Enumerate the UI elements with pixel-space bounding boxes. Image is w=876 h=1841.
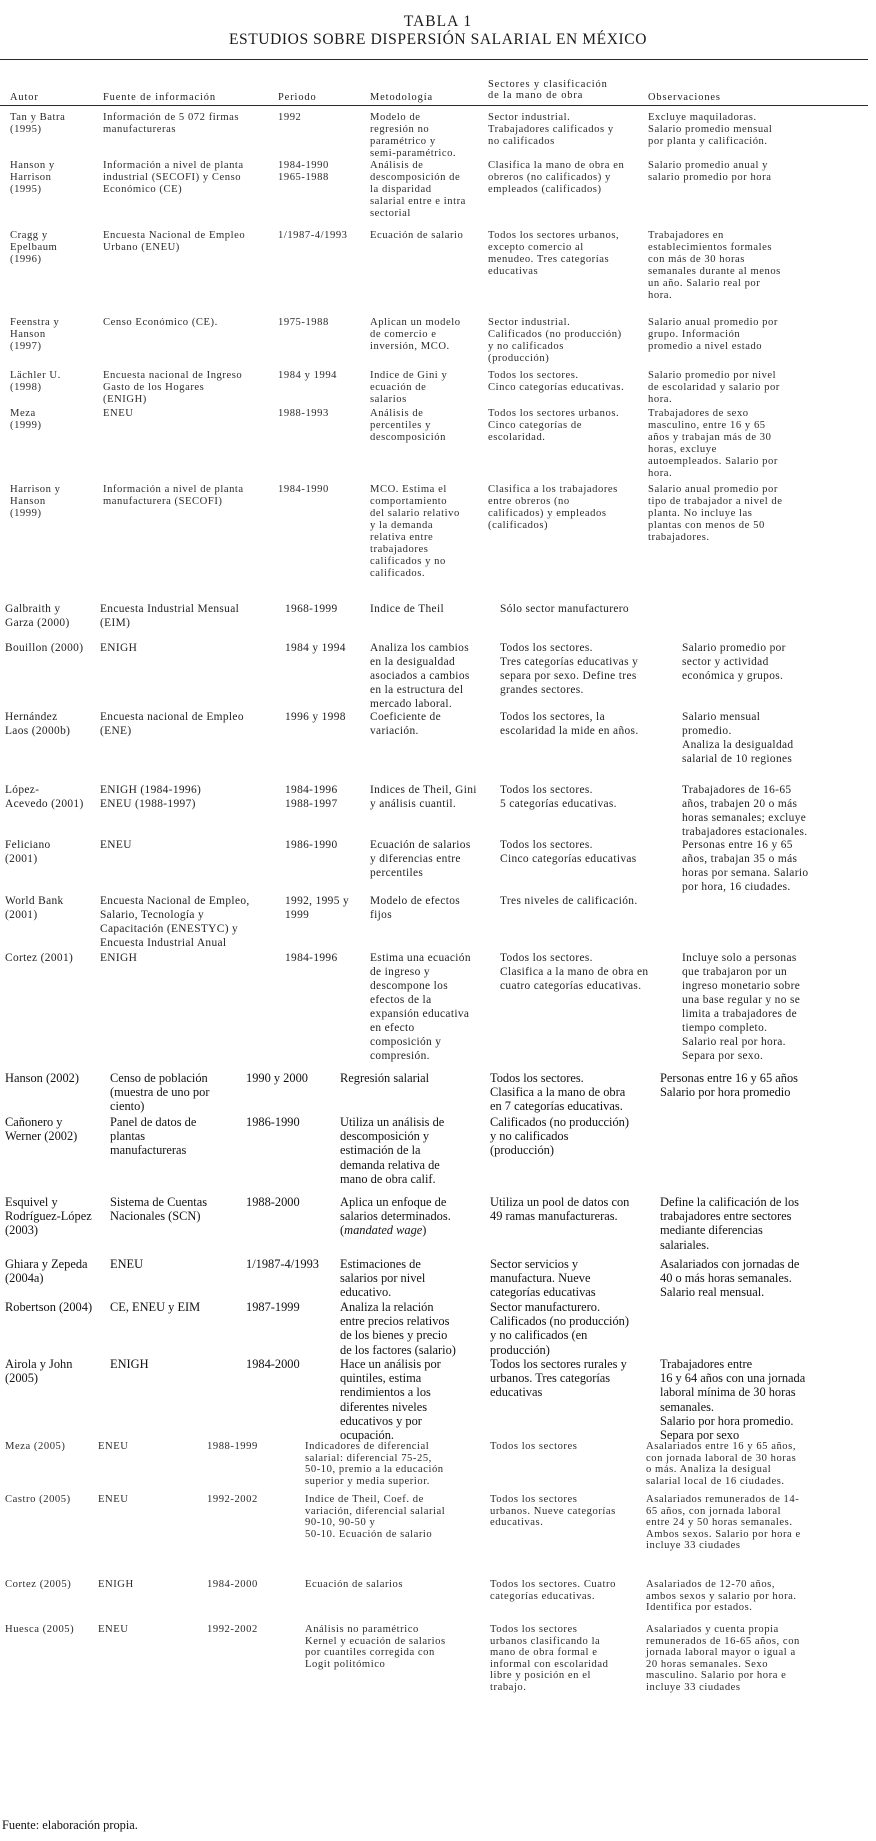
cell-observaciones: Asalariados de 12-70 años, ambos sexos y salario por hora. Identifica por estados.: [646, 1579, 797, 1614]
cell-periodo: 1984-1996: [285, 952, 338, 964]
cell-fuente: ENIGH: [100, 952, 138, 964]
cell-periodo: 1996 y 1998: [285, 711, 346, 723]
cell-fuente: Encuesta nacional de Ingreso Gasto de los Hogares (ENIGH): [103, 370, 243, 405]
cell-observaciones: Incluye solo a personas que trabajaron por un ingreso monetario sobre una base regular y no se limita a trabajadores de tiempo completo. Salario real por hora. Separa por sexo.: [682, 952, 801, 1062]
cell-autor: Feenstra y Hanson (1997): [10, 317, 60, 352]
cell-observaciones: Salario mensual promedio. Analiza la desigualdad salarial de 10 regiones: [682, 711, 794, 765]
cell-autor: Bouillon (2000): [5, 642, 84, 654]
cell-periodo: 1987-1999: [246, 1300, 300, 1314]
cell-periodo: 1984 y 1994: [285, 642, 346, 654]
cell-autor: Galbraith y Garza (2000): [5, 603, 70, 629]
cell-metodologia: Indice de Gini y ecuación de salarios: [370, 370, 448, 405]
cell-observaciones: Salario promedio por sector y actividad económica y grupos.: [682, 642, 786, 682]
cell-metodologia: Análisis no paramétrico Kernel y ecuación de salarios por cuantiles corregida con Logit politómico: [305, 1624, 446, 1670]
cell-autor: Cortez (2001): [5, 952, 74, 964]
cell-sectores: Utiliza un pool de datos con 49 ramas manufactureras.: [490, 1195, 630, 1224]
cell-autor: Cañonero y Werner (2002): [5, 1115, 78, 1144]
cell-observaciones: Asalariados remunerados de 14- 65 años, con jornada laboral entre 24 y 50 horas semanales. Ambos sexos. Salario por hora e incluye 33 ciudades: [646, 1494, 801, 1552]
cell-sectores: Todos los sectores. 5 categorías educativas.: [500, 784, 617, 810]
cell-autor: López- Acevedo (2001): [5, 784, 84, 810]
cell-sectores: Tres niveles de calificación.: [500, 895, 638, 907]
cell-metodologia: Indices de Theil, Gini y análisis cuantil.: [370, 784, 477, 810]
cell-metodologia: Analiza la relación entre precios relativos de los bienes y precio de los factores (salario): [340, 1300, 456, 1357]
cell-metodologia: Hace un análisis por quintiles, estima rendimientos a los diferentes niveles educativos y por ocupación.: [340, 1357, 441, 1443]
cell-metodologia: Ecuación de salarios: [305, 1579, 404, 1590]
cell-autor: Feliciano (2001): [5, 839, 51, 865]
cell-metodologia: Regresión salarial: [340, 1071, 430, 1085]
cell-observaciones: Asalariados entre 16 y 65 años, con jornada laboral de 30 horas o más. Analiza la desigual salarial local de 16 ciudades.: [646, 1441, 797, 1487]
cell-fuente: ENEU: [98, 1624, 129, 1635]
cell-sectores: Todos los sectores. Cinco categorías educativas: [500, 839, 637, 865]
cell-autor: Cragg y Epelbaum (1996): [10, 230, 58, 265]
cell-fuente: Encuesta Industrial Mensual (EIM): [100, 603, 240, 629]
table-heading: [0, 13, 876, 49]
cell-fuente: ENEU: [98, 1494, 129, 1505]
cell-metodologia: Aplican un modelo de comercio e inversión, MCO.: [370, 317, 461, 352]
cell-metodologia: Modelo de regresión no paramétrico y semi-paramétrico.: [370, 112, 457, 159]
source-note: Fuente: elaboración propia.: [2, 1818, 138, 1832]
cell-sectores: Sólo sector manufacturero: [500, 603, 629, 615]
cell-sectores: Todos los sectores: [490, 1441, 578, 1452]
cell-observaciones: Salario promedio por nivel de escolaridad y salario por hora.: [648, 370, 780, 405]
cell-observaciones: Asalariados y cuenta propia remunerados de 16-65 años, con jornada laboral mayor o igual a 20 horas semanales. Sexo masculino. Salario por hora e incluye 33 ciudades: [646, 1624, 800, 1693]
cell-metodologia: Indicadores de diferencial salarial: diferencial 75-25, 50-10, premio a la educación superior y media superior.: [305, 1441, 444, 1487]
cell-fuente: ENIGH: [110, 1357, 149, 1371]
cell-periodo: 1984 y 1994: [278, 370, 338, 381]
cell-sectores: Todos los sectores. Clasifica a la mano de obra en 7 categorías educativas.: [490, 1071, 626, 1114]
header-fuente: Fuente de información: [103, 92, 216, 103]
header-sectores: Sectores y clasificación de la mano de obra: [488, 79, 608, 101]
cell-sectores: Calificados (no producción) y no calificados (producción): [490, 1115, 630, 1158]
cell-sectores: Clasifica la mano de obra en obreros (no calificados) y empleados (calificados): [488, 160, 625, 195]
cell-observaciones: Define la calificación de los trabajadores entre sectores mediante diferencias salariales.: [660, 1195, 799, 1252]
cell-periodo: 1992, 1995 y 1999: [285, 895, 350, 921]
cell-fuente: ENIGH (1984-1996) ENEU (1988-1997): [100, 784, 202, 810]
cell-sectores: Clasifica a los trabajadores entre obreros (no calificados) y empleados (calificados): [488, 484, 618, 531]
cell-fuente: ENEU: [98, 1441, 129, 1452]
cell-sectores: Sector industrial. Trabajadores calificados y no calificados: [488, 112, 614, 147]
cell-autor: Huesca (2005): [5, 1624, 75, 1635]
header-autor: Autor: [10, 92, 39, 103]
cell-autor: Hanson (2002): [5, 1071, 79, 1085]
header-metodologia: Metodología: [370, 92, 433, 103]
cell-metodologia: Coeficiente de variación.: [370, 711, 441, 737]
cell-autor: Meza (1999): [10, 408, 42, 431]
cell-periodo: 1992-2002: [207, 1624, 258, 1635]
cell-periodo: 1975-1988: [278, 317, 329, 328]
cell-autor: Cortez (2005): [5, 1579, 72, 1590]
cell-autor: Meza (2005): [5, 1441, 66, 1452]
cell-periodo: 1/1987-4/1993: [278, 230, 348, 241]
cell-periodo: 1990 y 2000: [246, 1071, 308, 1085]
cell-sectores: Todos los sectores. Tres categorías educativas y separa por sexo. Define tres grandes sectores.: [500, 642, 639, 696]
cell-autor: Robertson (2004): [5, 1300, 93, 1314]
cell-metodologia: Análisis de descomposición de la disparidad salarial entre e intra sectorial: [370, 160, 466, 219]
cell-fuente: Información de 5 072 firmas manufactureras: [103, 112, 240, 135]
cell-autor: World Bank (2001): [5, 895, 64, 921]
cell-sectores: Todos los sectores urbanos. Cinco categorías de escolaridad.: [488, 408, 620, 443]
cell-sectores: Sector servicios y manufactura. Nueve categorías educativas: [490, 1257, 596, 1300]
cell-metodologia: Estima una ecuación de ingreso y descompone los efectos de la expansión educativa en efecto composición y compresión.: [370, 952, 471, 1062]
table-title: ESTUDIOS SOBRE DISPERSIÓN SALARIAL EN MÉXICO: [228, 31, 648, 48]
header-periodo: Periodo: [278, 92, 317, 103]
cell-sectores: Todos los sectores. Clasifica a la mano de obra en cuatro categorías educativas.: [500, 952, 649, 992]
cell-fuente: ENEU: [100, 839, 132, 851]
cell-metodologia: Modelo de efectos fijos: [370, 895, 461, 921]
cell-sectores: Todos los sectores urbanos clasificando la mano de obra formal e informal con escolaridad libre y posición en el trabajo.: [490, 1624, 609, 1693]
cell-observaciones: Salario anual promedio por tipo de trabajador a nivel de planta. No incluye las plantas con menos de 50 trabajadores.: [648, 484, 783, 543]
cell-observaciones: Salario anual promedio por grupo. Información promedio a nivel estado: [648, 317, 778, 352]
cell-observaciones: Asalariados con jornadas de 40 o más horas semanales. Salario real mensual.: [660, 1257, 800, 1300]
header-rule: [0, 105, 868, 106]
cell-periodo: 1988-1993: [278, 408, 329, 419]
cell-fuente: Encuesta Nacional de Empleo Urbano (ENEU): [103, 230, 246, 253]
cell-metodologia: Estimaciones de salarios por nivel educativo.: [340, 1257, 426, 1300]
cell-autor: Hanson y Harrison (1995): [10, 160, 55, 195]
cell-metodologia: Analiza los cambios en la desigualdad asociados a cambios en la estructura del mercado laboral.: [370, 642, 470, 710]
cell-metodologia: Indice de Theil, Coef. de variación, diferencial salarial 90-10, 90-50 y 50-10. Ecuación de salario: [305, 1494, 446, 1540]
cell-fuente: ENEU: [110, 1257, 144, 1271]
cell-sectores: Todos los sectores, la escolaridad la mide en años.: [500, 711, 639, 737]
cell-fuente: Información a nivel de planta manufacturera (SECOFI): [103, 484, 244, 507]
cell-fuente: ENEU: [103, 408, 134, 419]
cell-sectores: Sector industrial. Calificados (no producción) y no calificados (producción): [488, 317, 622, 364]
cell-observaciones: Salario promedio anual y salario promedio por hora: [648, 160, 772, 183]
cell-metodologia: Utiliza un análisis de descomposición y estimación de la demanda relativa de mano de obra calif.: [340, 1115, 445, 1186]
top-rule: [0, 59, 868, 60]
cell-fuente: Censo Económico (CE).: [103, 317, 218, 328]
cell-periodo: 1984-2000: [207, 1579, 258, 1590]
cell-periodo: 1984-1990 1965-1988: [278, 160, 329, 183]
cell-periodo: 1984-2000: [246, 1357, 300, 1371]
cell-fuente: ENIGH: [100, 642, 138, 654]
table-label: TABLA 1: [403, 13, 473, 30]
cell-periodo: 1984-1990: [278, 484, 329, 495]
cell-observaciones: Personas entre 16 y 65 años Salario por hora promedio: [660, 1071, 798, 1100]
cell-autor: Lächler U. (1998): [10, 370, 61, 393]
cell-fuente: Panel de datos de plantas manufactureras: [110, 1115, 197, 1158]
cell-observaciones: Trabajadores entre 16 y 64 años con una jornada laboral mínima de 30 horas semanales. Salario por hora promedio. Separa por sexo: [660, 1357, 806, 1443]
cell-observaciones: Trabajadores de sexo masculino, entre 16 y 65 años y trabajan más de 30 horas, excluye autoempleados. Salario por hora.: [648, 408, 778, 479]
cell-sectores: Sector manufacturero. Calificados (no producción) y no calificados (en producción): [490, 1300, 630, 1357]
cell-fuente: Sistema de Cuentas Nacionales (SCN): [110, 1195, 208, 1224]
cell-periodo: 1984-1996 1988-1997: [285, 784, 338, 810]
cell-metodologia: Aplica un enfoque de salarios determinados. (mandated wage): [340, 1195, 451, 1238]
cell-fuente: ENIGH: [98, 1579, 134, 1590]
cell-fuente: Censo de población (muestra de uno por ciento): [110, 1071, 210, 1114]
cell-metodologia: Ecuación de salarios y diferencias entre percentiles: [370, 839, 471, 879]
cell-fuente: CE, ENEU y EIM: [110, 1300, 201, 1314]
cell-fuente: Encuesta nacional de Empleo (ENE): [100, 711, 244, 737]
cell-periodo: 1988-1999: [207, 1441, 258, 1452]
cell-periodo: 1/1987-4/1993: [246, 1257, 319, 1271]
cell-observaciones: Personas entre 16 y 65 años, trabajan 35 o más horas por semana. Salario por hora, 16 ciudades.: [682, 839, 809, 893]
cell-autor: Ghiara y Zepeda (2004a): [5, 1257, 88, 1286]
cell-sectores: Todos los sectores. Cinco categorías educativas.: [488, 370, 625, 393]
cell-periodo: 1986-1990: [285, 839, 338, 851]
cell-autor: Esquivel y Rodríguez-López (2003): [5, 1195, 92, 1238]
cell-sectores: Todos los sectores urbanos, excepto comercio al menudeo. Tres categorías educativas: [488, 230, 620, 277]
cell-autor: Hernández Laos (2000b): [5, 711, 71, 737]
cell-sectores: Todos los sectores urbanos. Nueve categorías educativas.: [490, 1494, 616, 1529]
header-observaciones: Observaciones: [648, 92, 721, 103]
cell-periodo: 1992: [278, 112, 302, 123]
cell-autor: Harrison y Hanson (1999): [10, 484, 61, 519]
cell-metodologia: MCO. Estima el comportamiento del salario relativo y la demanda relativa entre trabajadores calificados y no calificados.: [370, 484, 460, 579]
cell-autor: Airola y John (2005): [5, 1357, 73, 1386]
cell-observaciones: Excluye maquiladoras. Salario promedio mensual por planta y calificación.: [648, 112, 773, 147]
cell-periodo: 1986-1990: [246, 1115, 300, 1129]
cell-autor: Tan y Batra (1995): [10, 112, 66, 135]
cell-sectores: Todos los sectores rurales y urbanos. Tres categorías educativas: [490, 1357, 627, 1400]
cell-metodologia: Indice de Theil: [370, 603, 444, 615]
cell-periodo: 1988-2000: [246, 1195, 300, 1209]
cell-metodologia: Ecuación de salario: [370, 230, 464, 241]
cell-sectores: Todos los sectores. Cuatro categorías educativas.: [490, 1579, 616, 1602]
cell-autor: Castro (2005): [5, 1494, 71, 1505]
cell-observaciones: Trabajadores de 16-65 años, trabajen 20 o más horas semanales; excluye trabajadores estacionales.: [682, 784, 808, 838]
cell-fuente: Encuesta Nacional de Empleo, Salario, Tecnología y Capacitación (ENESTYC) y Encuesta Industrial Anual: [100, 895, 250, 949]
cell-fuente: Información a nivel de planta industrial (SECOFI) y Censo Económico (CE): [103, 160, 244, 195]
cell-observaciones: Trabajadores en establecimientos formales con más de 30 horas semanales durante al menos un año. Salario real por hora.: [648, 230, 781, 301]
cell-metodologia: Análisis de percentiles y descomposición: [370, 408, 446, 443]
cell-periodo: 1968-1999: [285, 603, 338, 615]
cell-periodo: 1992-2002: [207, 1494, 258, 1505]
